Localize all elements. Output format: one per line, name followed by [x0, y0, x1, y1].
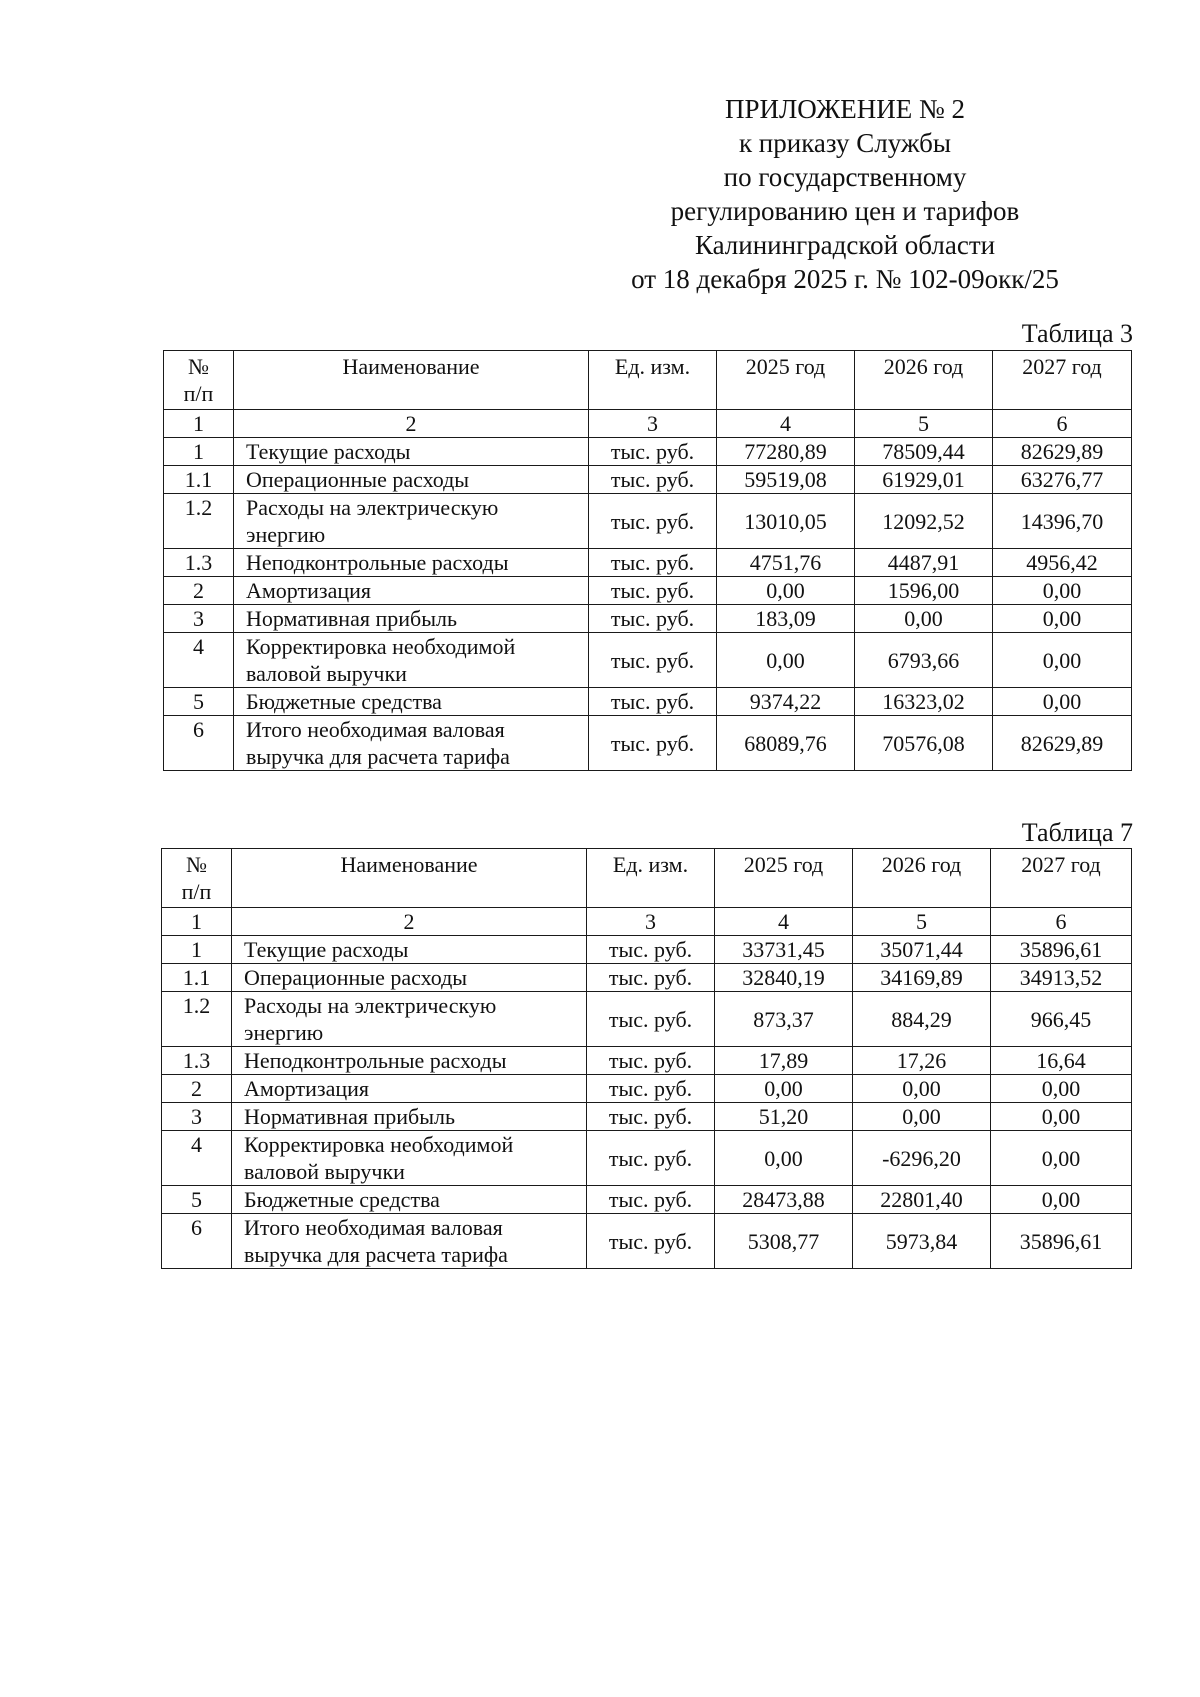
row-name-cell: Амортизация	[234, 577, 589, 605]
row-unit-cell: тыс. руб.	[587, 1214, 715, 1269]
table-row	[164, 494, 1132, 549]
value-2027-cell: 34913,52	[991, 964, 1132, 992]
header-line: регулированию цен и тарифов	[670, 196, 1020, 226]
value-2026-cell: 78509,44	[855, 438, 993, 466]
value-2027-cell: 0,00	[993, 688, 1132, 716]
value-2026-cell: 12092,52	[855, 494, 993, 549]
table-row	[164, 577, 1132, 605]
row-unit-cell: тыс. руб.	[587, 992, 715, 1047]
table-row	[164, 716, 1132, 771]
col-header-2026: 2026 год	[855, 351, 993, 410]
value-2025-cell: 77280,89	[717, 438, 855, 466]
row-name-cell: Неподконтрольные расходы	[232, 1047, 587, 1075]
value-2026-cell: -6296,20	[853, 1131, 991, 1186]
col-header-2027: 2027 год	[993, 351, 1132, 410]
column-number: 6	[993, 410, 1132, 438]
value-2027-cell: 16,64	[991, 1047, 1132, 1075]
value-2027-cell: 966,45	[991, 992, 1132, 1047]
table-row	[164, 633, 1132, 688]
row-number-cell: 2	[164, 577, 234, 605]
col-header-name: Наименование	[232, 849, 587, 908]
row-unit-cell: тыс. руб.	[589, 438, 717, 466]
table-row	[164, 438, 1132, 466]
value-2026-cell: 6793,66	[855, 633, 993, 688]
row-name-cell: Бюджетные средства	[232, 1186, 587, 1214]
row-name-cell: Амортизация	[232, 1075, 587, 1103]
table-row	[164, 466, 1132, 494]
row-number-cell: 4	[164, 633, 234, 688]
value-2026-cell: 22801,40	[853, 1186, 991, 1214]
value-2026-cell: 17,26	[853, 1047, 991, 1075]
row-name-cell: Итого необходимая валовая выручка для расчета тарифа	[232, 1214, 587, 1269]
row-unit-cell: тыс. руб.	[587, 964, 715, 992]
column-number: 5	[853, 908, 991, 936]
column-number: 4	[715, 908, 853, 936]
header-line: ПРИЛОЖЕНИЕ № 2	[724, 94, 966, 124]
row-unit-cell: тыс. руб.	[589, 577, 717, 605]
row-number-cell: 1.1	[162, 964, 232, 992]
column-number: 2	[234, 410, 589, 438]
value-2025-cell: 33731,45	[715, 936, 853, 964]
row-number-cell: 3	[162, 1103, 232, 1131]
table-header-row	[162, 849, 1132, 908]
value-2025-cell: 32840,19	[715, 964, 853, 992]
table-row	[164, 688, 1132, 716]
row-unit-cell: тыс. руб.	[587, 936, 715, 964]
row-number-cell: 6	[164, 716, 234, 771]
value-2027-cell: 0,00	[991, 1075, 1132, 1103]
column-number: 2	[232, 908, 587, 936]
row-number-cell: 4	[162, 1131, 232, 1186]
row-name-cell: Операционные расходы	[232, 964, 587, 992]
row-number-cell: 2	[162, 1075, 232, 1103]
row-unit-cell: тыс. руб.	[587, 1131, 715, 1186]
row-name-cell: Нормативная прибыль	[234, 605, 589, 633]
appendix-header	[560, 92, 1130, 296]
row-unit-cell: тыс. руб.	[589, 549, 717, 577]
table-row	[162, 1131, 1132, 1186]
value-2026-cell: 884,29	[853, 992, 991, 1047]
row-unit-cell: тыс. руб.	[587, 1047, 715, 1075]
table-row	[162, 1214, 1132, 1269]
table-3-caption: Таблица 3	[1021, 319, 1133, 348]
value-2027-cell: 0,00	[991, 1103, 1132, 1131]
column-number: 5	[855, 410, 993, 438]
value-2025-cell: 28473,88	[715, 1186, 853, 1214]
row-name-cell: Бюджетные средства	[234, 688, 589, 716]
row-number-cell: 1.3	[162, 1047, 232, 1075]
row-unit-cell: тыс. руб.	[589, 494, 717, 549]
header-line: по государственному	[723, 162, 967, 192]
col-header-number: № п/п	[164, 351, 234, 410]
row-number-cell: 1	[162, 936, 232, 964]
row-number-cell: 3	[164, 605, 234, 633]
row-unit-cell: тыс. руб.	[589, 716, 717, 771]
value-2025-cell: 0,00	[717, 633, 855, 688]
value-2027-cell: 4956,42	[993, 549, 1132, 577]
col-header-number: № п/п	[162, 849, 232, 908]
row-number-cell: 1.2	[164, 494, 234, 549]
table-row	[162, 936, 1132, 964]
column-number: 3	[589, 410, 717, 438]
row-unit-cell: тыс. руб.	[587, 1186, 715, 1214]
column-number: 3	[587, 908, 715, 936]
value-2026-cell: 4487,91	[855, 549, 993, 577]
header-line: от 18 декабря 2025 г. № 102-09окк/25	[631, 264, 1059, 294]
row-name-cell: Неподконтрольные расходы	[234, 549, 589, 577]
col-header-2027: 2027 год	[991, 849, 1132, 908]
table-row	[162, 964, 1132, 992]
row-name-cell: Операционные расходы	[234, 466, 589, 494]
column-number-row	[162, 908, 1132, 936]
row-number-cell: 6	[162, 1214, 232, 1269]
row-number-cell: 1	[164, 438, 234, 466]
row-unit-cell: тыс. руб.	[589, 633, 717, 688]
value-2026-cell: 5973,84	[853, 1214, 991, 1269]
value-2025-cell: 0,00	[717, 577, 855, 605]
value-2025-cell: 873,37	[715, 992, 853, 1047]
table-row	[162, 992, 1132, 1047]
column-number-row	[164, 410, 1132, 438]
col-header-2025: 2025 год	[717, 351, 855, 410]
row-name-cell: Корректировка необходимой валовой выручки	[234, 633, 589, 688]
row-number-cell: 1.1	[164, 466, 234, 494]
row-number-cell: 5	[164, 688, 234, 716]
value-2027-cell: 35896,61	[991, 1214, 1132, 1269]
row-name-cell: Нормативная прибыль	[232, 1103, 587, 1131]
value-2025-cell: 59519,08	[717, 466, 855, 494]
value-2027-cell: 0,00	[993, 577, 1132, 605]
value-2026-cell: 70576,08	[855, 716, 993, 771]
row-name-cell: Текущие расходы	[232, 936, 587, 964]
value-2025-cell: 51,20	[715, 1103, 853, 1131]
value-2025-cell: 0,00	[715, 1131, 853, 1186]
column-number: 6	[991, 908, 1132, 936]
value-2027-cell: 14396,70	[993, 494, 1132, 549]
value-2027-cell: 0,00	[991, 1131, 1132, 1186]
row-name-cell: Корректировка необходимой валовой выручки	[232, 1131, 587, 1186]
value-2025-cell: 13010,05	[717, 494, 855, 549]
col-header-2025: 2025 год	[715, 849, 853, 908]
column-number: 1	[162, 908, 232, 936]
value-2027-cell: 82629,89	[993, 716, 1132, 771]
row-unit-cell: тыс. руб.	[587, 1103, 715, 1131]
value-2027-cell: 63276,77	[993, 466, 1132, 494]
column-number: 4	[717, 410, 855, 438]
value-2026-cell: 34169,89	[853, 964, 991, 992]
table-row	[162, 1103, 1132, 1131]
value-2025-cell: 5308,77	[715, 1214, 853, 1269]
row-number-cell: 5	[162, 1186, 232, 1214]
value-2026-cell: 1596,00	[855, 577, 993, 605]
value-2026-cell: 0,00	[853, 1103, 991, 1131]
col-header-name: Наименование	[234, 351, 589, 410]
row-number-cell: 1.3	[164, 549, 234, 577]
col-header-unit: Ед. изм.	[589, 351, 717, 410]
column-number: 1	[164, 410, 234, 438]
value-2027-cell: 0,00	[993, 633, 1132, 688]
header-line: к приказу Службы	[738, 128, 952, 158]
value-2026-cell: 61929,01	[855, 466, 993, 494]
row-name-cell: Расходы на электрическую энергию	[232, 992, 587, 1047]
row-name-cell: Расходы на электрическую энергию	[234, 494, 589, 549]
value-2025-cell: 17,89	[715, 1047, 853, 1075]
value-2025-cell: 0,00	[715, 1075, 853, 1103]
value-2026-cell: 0,00	[855, 605, 993, 633]
table-row	[164, 549, 1132, 577]
table-7	[161, 848, 1132, 1269]
col-header-2026: 2026 год	[853, 849, 991, 908]
row-unit-cell: тыс. руб.	[589, 466, 717, 494]
value-2027-cell: 0,00	[993, 605, 1132, 633]
col-header-unit: Ед. изм.	[587, 849, 715, 908]
table-7-caption: Таблица 7	[1021, 818, 1133, 847]
table-header-row	[164, 351, 1132, 410]
table-row	[162, 1186, 1132, 1214]
table-3	[163, 350, 1132, 771]
row-unit-cell: тыс. руб.	[587, 1075, 715, 1103]
table-row	[162, 1075, 1132, 1103]
value-2026-cell: 0,00	[853, 1075, 991, 1103]
value-2026-cell: 16323,02	[855, 688, 993, 716]
value-2025-cell: 183,09	[717, 605, 855, 633]
row-name-cell: Текущие расходы	[234, 438, 589, 466]
value-2025-cell: 9374,22	[717, 688, 855, 716]
row-number-cell: 1.2	[162, 992, 232, 1047]
header-line: Калининградской области	[694, 230, 996, 260]
value-2025-cell: 68089,76	[717, 716, 855, 771]
row-unit-cell: тыс. руб.	[589, 688, 717, 716]
table-row	[162, 1047, 1132, 1075]
row-unit-cell: тыс. руб.	[589, 605, 717, 633]
value-2025-cell: 4751,76	[717, 549, 855, 577]
row-name-cell: Итого необходимая валовая выручка для расчета тарифа	[234, 716, 589, 771]
value-2027-cell: 35896,61	[991, 936, 1132, 964]
value-2026-cell: 35071,44	[853, 936, 991, 964]
value-2027-cell: 82629,89	[993, 438, 1132, 466]
table-row	[164, 605, 1132, 633]
value-2027-cell: 0,00	[991, 1186, 1132, 1214]
